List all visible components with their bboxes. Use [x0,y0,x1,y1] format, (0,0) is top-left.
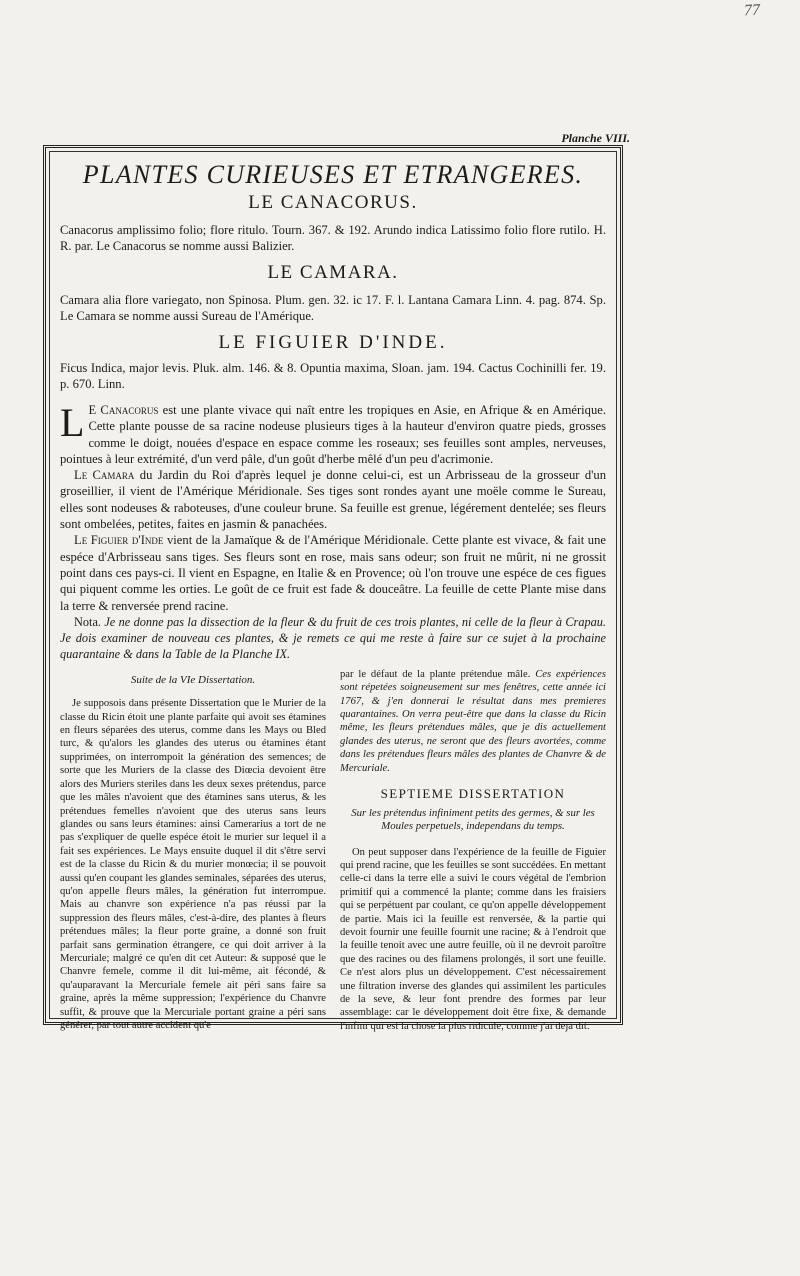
heading-figuier: LE FIGUIER D'INDE. [218,332,448,353]
heading-camara: LE CAMARA. [267,262,399,283]
lead-camara: Le Camara [74,468,135,483]
seventh-dissertation-heading: SEPTIEME DISSERTATION [380,786,566,802]
drop-cap: L [60,400,85,445]
nota-label: Nota. [74,614,101,629]
plate-label: Planche VIII. [561,131,630,145]
right-column [340,668,606,1033]
intro-text [60,402,606,614]
synonym-canacorus: Canacorus amplissimo folio; flore ritulo. Tourn. 367. & 192. Arundo indica Latissimo folio flore rutilo. H. R. par. Le Canacorus se nomme aussi Balizier. [60,223,606,253]
two-column-section [60,668,606,1033]
continuation-text: par le défaut de la plante prétendue mâle. [340,668,531,680]
left-column-paragraph: Je supposois dans présente Dissertation que le Murier de la classe du Ricin étoit une plante parfaite qui avoit ses étamines en fleurs séparées des uterus, comme dans les Mays ou Bled turc, & qu'alors les glandes des uterus ou étamines étant supprimées, on interrompoit la génération des semences; de sorte que les Muriers de la classe des Diœcia devoient être alors des Muriers steriles dans les deux sexes prétendus, parce que les mâles n'avoient que des étamines sans uterus, & les prétendues femelles n'avoient que des uterus sans leurs glandes ou sans leurs étamines: ainsi Camerarius a tort de ne pas s'expliquer de quelle espéce étoit le murier sur lequel il a fait ses expériences. Le Mays ensuite duquel il dit s'être servi est de la classe du Ricin & du murier monœcia; il se pouvoit aussi qu'en coupant les glandes seminales, séparées des uterus, qu'on appelle fleurs mâles, la génération fut interrompue. Mais au chanvre son expérience n'a pas réussi par la suppression des fleurs mâles, c'est-à-dire, des plantes à fleurs prétendues mâles; la fleur porte graine, a donné son fruit parfait sans germination étrangere, ce qui doit arriver à la Mercuriale; malgré ce qu'en dit cet Auteur: & supposé que le Chanvre femele, comme il dit lui-même, ait fécondé, & qu'auparavant la Mercuriale femele ait péri sans faire sa graine, après la même suppression; l'expérience du Chanvre suffit, & prouve que la Mercuriale portant graine a péri sans générer, par tout autre accident qu'e [60,698,326,1032]
continuation-paragraph [340,668,606,775]
page-frame [43,145,623,1032]
text-canacorus: est une plante vivace qui naît entre les tropiques en Asie, en Afrique & en Amérique. Cette plante pousse de sa racine nodeuse plusieurs tiges à la hauteur d'environ quatre pieds, grosses comme le doigt, nouées d'espace en espace comme les roseaux; ses feuilles sont amples, nerveuses, pointues à leur extrémité, d'un verd pâle, d'un goût d'herbe mêlé d'un peu d'acrimonie. [60,403,606,466]
seventh-dissertation-subtitle: Sur les prétendus infiniment petits des germes, & sur les Moules perpetuels, independans du temps. [351,806,595,833]
paragraph-figuier [60,532,606,613]
nota-paragraph [60,614,606,662]
suite-heading: Suite de la VIe Dissertation. [130,673,256,686]
page-folio-number: 77 [743,1,761,20]
lead-canacorus: E Canacorus [88,403,159,417]
page-title: PLANTES CURIEUSES ET ETRANGERES. [82,160,584,189]
text-camara: du Jardin du Roi d'après lequel je donne celui-ci, est un Arbrisseau de la grosseur d'un groseillier, il vient de l'Amérique Méridionale. Ses tiges sont rondes ayant une moële comme le Sureau, elles sont nodeuses & raboteuses, d'une couleur brune. Sa feuille est grenue, légérement dentelée; ses fleurs sont ombelées, petites, faites en jasmin & panachées. [60,468,606,532]
text-figuier: vient de la Jamaïque & de l'Amérique Méridionale. Cette plante est vivace, & fait une espéce d'Arbrisseau sans tiges. Ses fleurs sont en rose, mais sans odeur; son fruit ne mûrit, ni ne grossit point dans ces pays-ci. Il vient en Espagne, en Italie & en Provence; où l'on trouve une espéce de ces figues qui piquent comme les orties. Le goût de ce fruit est fade & douceâtre. La feuille de cette Plante mise dans la terre & renversée prend racine. [60,533,606,613]
continuation-italic-text: Ces expériences sont répetées soigneusement sur mes fenêtres, cette année ici 1767, & j'en donnerai le résultat dans mes premieres quarantaines. On verra peut-être que dans la classe du Ricin même, les fleurs prétendues mâles, que je dis actuellement glandes des uterus, ne seront que des fleurs avortées, comme dans les prétendues fleurs mâles des plantes de Chanvre & de Mercuriale. [340,668,606,774]
left-column [60,668,326,1033]
lead-figuier: Le Figuier d'Inde [74,533,164,548]
nota-text: Je ne donne pas la dissection de la fleur & du fruit de ces trois plantes, ni celle de la fleur à Crapau. Je dois examiner de nouveau ces plantes, & je remets ce qui me reste à faire sur ce sujet à la prochaine quarantaine & dans la Table de la Planche IX. [60,614,606,661]
heading-canacorus: LE CANACORUS. [248,192,418,213]
paragraph-camara [60,467,606,532]
synonym-camara: Camara alia flore variegato, non Spinosa. Plum. gen. 32. ic 17. F. l. Lantana Camara Linn. 4. pag. 874. Sp. Le Camara se nomme aussi Sureau de l'Amérique. [60,293,606,323]
seventh-dissertation-paragraph: On peut supposer dans l'expérience de la feuille de Figuier qui prend racine, que les feuilles se sont succédées. En mettant celle-ci dans la terre elle a suivi le cours végétal de l'embrion primitif qui a commencé la plante; comme dans les fraisiers qui se perpétuent par coulant, ce qu'on appelle développement de partie. Mais ici la feuille est renversée, & la partie qui devoit fournir une feuille fournit une racine; & à l'endroit que la feuille tenoit avec une autre feuille, où il ne devroit paroître que des racines ou des filamens prolongés, il sort une feuille. Ce n'est alors plus un développement. C'est nécessairement une filtration inverse des glandes qui assimilent les particules de la seve, & leur font prendre des formes par leur assemblage: car le développement doit être fixe, & demande l'infini qui est la chose la plus ridicule, comme j'ai déjà dit. [340,846,606,1032]
synonym-figuier: Ficus Indica, major levis. Pluk. alm. 146. & 8. Opuntia maxima, Sloan. jam. 194. Cactus Cochinilli fer. 19. p. 670. Linn. [60,361,606,391]
paragraph-canacorus [60,402,606,467]
